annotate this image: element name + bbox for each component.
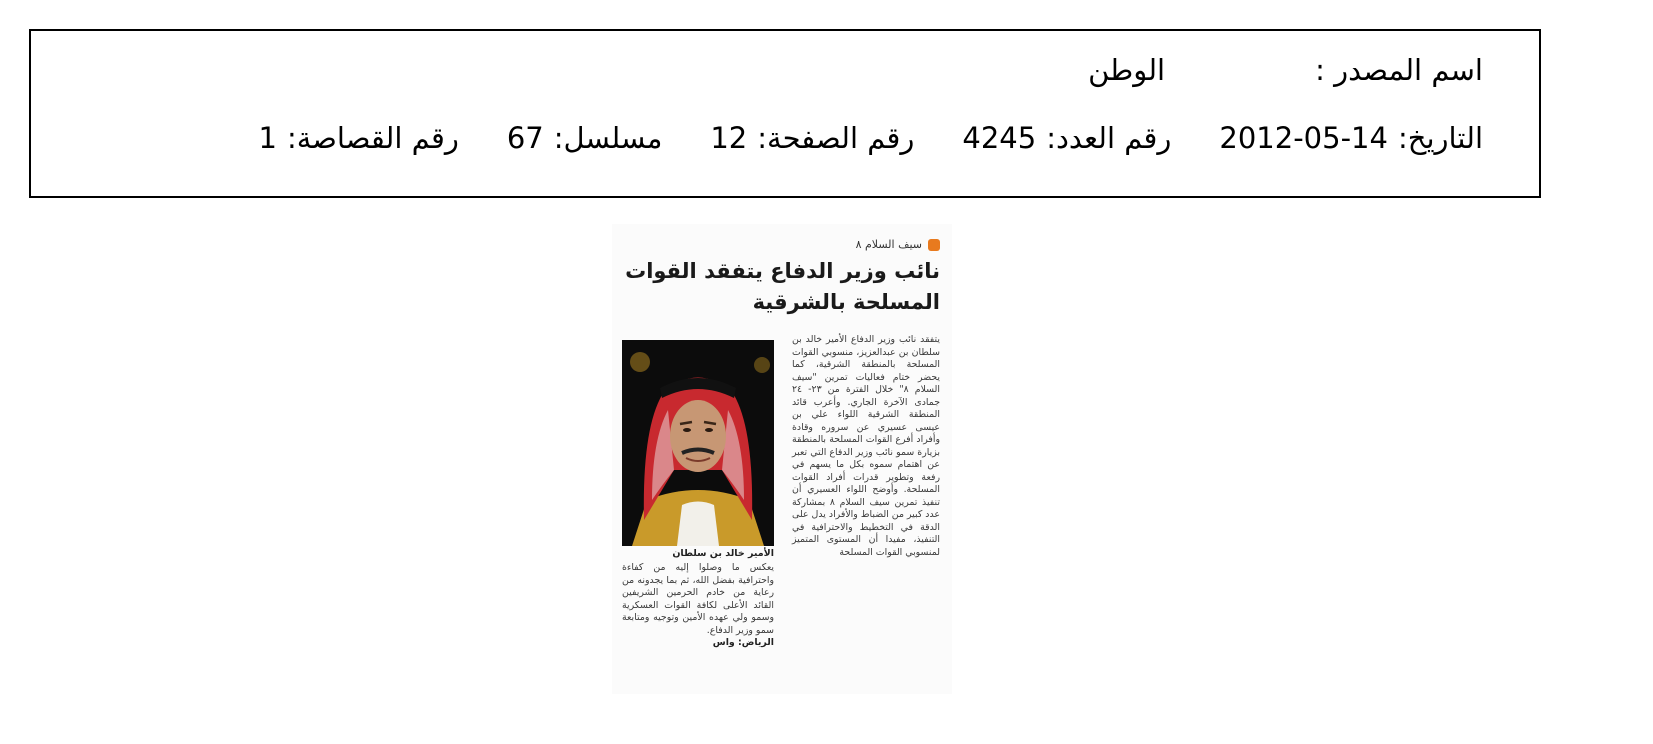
- photo-caption: الأمير خالد بن سلطان: [672, 548, 774, 559]
- kicker-square-icon: [928, 239, 940, 251]
- article-body-column: [792, 334, 940, 559]
- source-metadata-box: [29, 29, 1541, 198]
- newspaper-clipping: [612, 224, 952, 694]
- source-row: [1088, 53, 1483, 87]
- page-value: 12: [710, 121, 748, 155]
- details-row: [259, 121, 1484, 155]
- page-label: رقم الصفحة:: [757, 121, 915, 155]
- serial-label: مسلسل:: [553, 121, 663, 155]
- portrait-illustration: [622, 340, 774, 546]
- source-value: الوطن: [1088, 53, 1166, 87]
- issue-value: 4245: [962, 121, 1037, 155]
- article-body-continued-column: [622, 562, 774, 650]
- clip-number-label: رقم القصاصة:: [286, 121, 459, 155]
- issue-label: رقم العدد:: [1046, 121, 1172, 155]
- source-label: اسم المصدر :: [1315, 53, 1483, 87]
- kicker-text: سيف السلام ٨: [855, 238, 922, 251]
- date-label: التاريخ:: [1397, 121, 1483, 155]
- serial-value: 67: [506, 121, 544, 155]
- article-kicker: [856, 238, 940, 251]
- clip-number-value: 1: [258, 121, 277, 155]
- article-headline: نائب وزير الدفاع يتفقد القوات المسلحة بالشرقية: [625, 259, 940, 314]
- date-value: 2012-05-14: [1219, 121, 1388, 155]
- article-body-continued: يعكس ما وصلوا إليه من كفاءة واحترافية بفضل الله، ثم بما يجدونه من رعاية من خادم الحرمين الشريفين القائد الأعلى لكافة القوات العسكرية وسمو ولي عهده الأمين وتوجيه ومتابعة سمو وزير الدفاع.: [622, 562, 774, 636]
- article-signoff: الرياض: واس: [712, 637, 774, 648]
- article-body: يتفقد نائب وزير الدفاع الأمير خالد بن سلطان بن عبدالعزيز، منسوبي القوات المسلحة بالمنطقة الشرقية، كما يحضر ختام فعاليات تمرين "سيف السلام ٨" خلال الفترة من ٢٣- ٢٤ جمادى الآخرة الجاري. وأعرب قائد المنطقة الشرقية اللواء علي بن عيسى عسيري عن سروره وقادة وأفراد أفرع القوات المسلحة بالمنطقة بزيارة سمو نائب وزير الدفاع التي تعبر عن اهتمام سموه بكل ما يسهم في رفعة وتطوير قدرات أفراد القوات المسلحة. وأوضح اللواء العسيري أن تنفيذ تمرين سيف السلام ٨ بمشاركة عدد كبير من الضباط والأفراد يدل على الدقة في التخطيط والاحترافية في التنفيذ، مفيدا أن المستوى المتميز لمنسوبي القوات المسلحة: [792, 334, 940, 558]
- article-photo: [622, 340, 774, 546]
